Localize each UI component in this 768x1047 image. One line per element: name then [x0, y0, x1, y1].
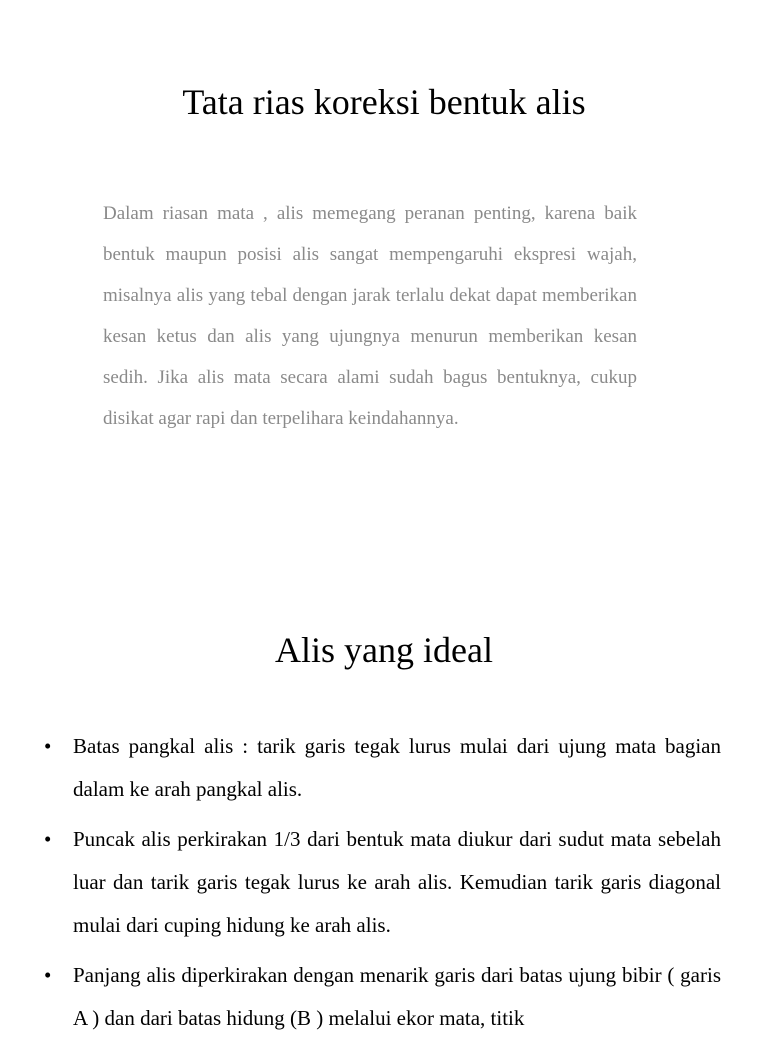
bullet-text: Batas pangkal alis : tarik garis tegak lurus mulai dari ujung mata bagian dalam ke arah pangkal alis. — [73, 734, 721, 801]
bullet-icon: • — [44, 963, 52, 987]
bullet-text: Panjang alis diperkirakan dengan menarik garis dari batas ujung bibir ( garis A ) dan dari batas hidung (B ) melalui ekor mata, titik — [73, 963, 721, 1030]
bullet-text: Puncak alis perkirakan 1/3 dari bentuk mata diukur dari sudut mata sebelah luar dan tarik garis tegak lurus ke arah alis. Kemudian tarik garis diagonal mulai dari cuping hidung ke arah alis. — [73, 827, 721, 937]
bullet-item — [44, 818, 721, 947]
bullet-icon: • — [44, 827, 52, 851]
bullet-item — [44, 725, 721, 811]
bullet-list — [44, 725, 721, 1047]
intro-paragraph: Dalam riasan mata , alis memegang peranan penting, karena baik bentuk maupun posisi alis sangat mempengaruhi ekspresi wajah, misalnya alis yang tebal dengan jarak terlalu dekat dapat memberikan kesan ketus dan alis yang ujungnya menurun memberikan kesan sedih. Jika alis mata secara alami sudah bagus bentuknya, cukup disikat agar rapi dan terpelihara keindahannya. — [103, 203, 637, 429]
slide-title: Tata rias koreksi bentuk alis — [182, 82, 586, 122]
bullet-icon: • — [44, 734, 52, 758]
bullet-item — [44, 954, 721, 1040]
slide-ideal-eyebrow — [0, 600, 768, 1030]
slide-title: Alis yang ideal — [275, 630, 493, 670]
